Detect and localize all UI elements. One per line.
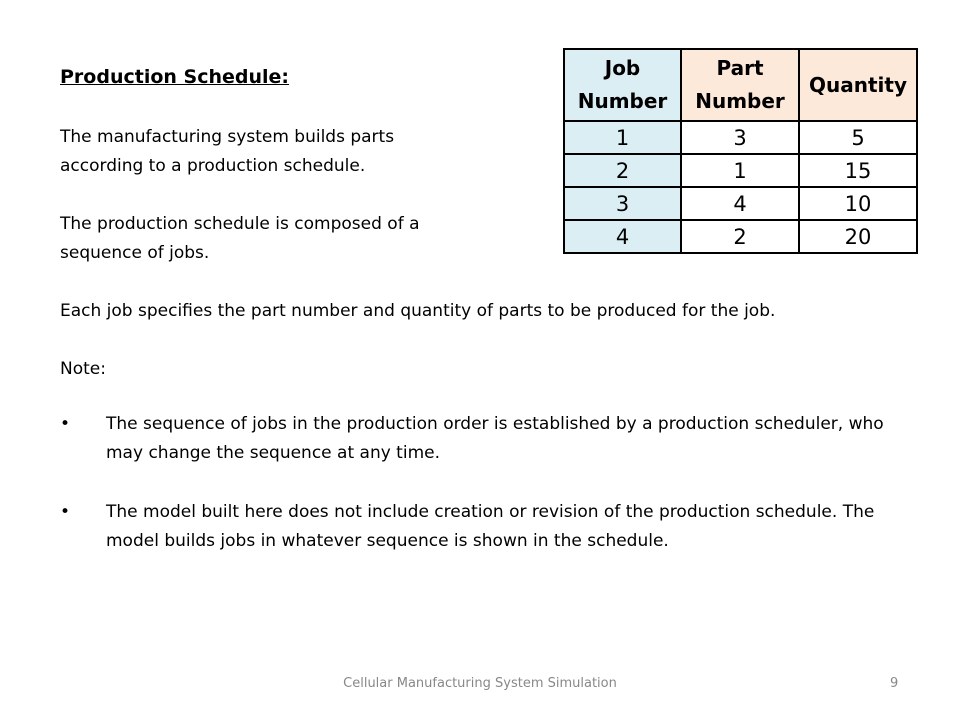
- cell-quantity: 10: [799, 187, 917, 220]
- footer-title: Cellular Manufacturing System Simulation: [343, 676, 617, 691]
- cell-part-number: 2: [681, 220, 799, 253]
- cell-part-number: 1: [681, 154, 799, 187]
- table-row: [564, 154, 917, 187]
- cell-part-number: 4: [681, 187, 799, 220]
- cell-job-number: 3: [564, 187, 681, 220]
- cell-job-number: 1: [564, 121, 681, 154]
- cell-quantity: 5: [799, 121, 917, 154]
- header-part-number: Part Number: [681, 49, 799, 121]
- jobs-paragraph: Each job specifies the part number and quantity of parts to be produced for the job.: [60, 301, 776, 321]
- bullet-text: The sequence of jobs in the production order is established by a production scheduler, who may change the sequence at any time.: [106, 414, 884, 463]
- cell-job-number: 2: [564, 154, 681, 187]
- bullet-icon: •: [60, 414, 71, 434]
- table-header-row: [564, 49, 917, 121]
- table-row: [564, 220, 917, 253]
- intro-paragraph-2: The production schedule is composed of a sequence of jobs.: [60, 214, 420, 263]
- slide-title: Production Schedule:: [60, 66, 290, 88]
- production-schedule-table: [563, 48, 918, 254]
- cell-quantity: 15: [799, 154, 917, 187]
- note-label: Note:: [60, 359, 106, 379]
- header-quantity: Quantity: [799, 49, 917, 121]
- cell-part-number: 3: [681, 121, 799, 154]
- cell-job-number: 4: [564, 220, 681, 253]
- table-row: [564, 121, 917, 154]
- intro-paragraph-1: The manufacturing system builds parts according to a production schedule.: [60, 127, 395, 176]
- bullet-text: The model built here does not include creation or revision of the production schedule. The model builds jobs in whatever sequence is shown in the schedule.: [106, 502, 875, 551]
- cell-quantity: 20: [799, 220, 917, 253]
- header-job-number: Job Number: [564, 49, 681, 121]
- bullet-icon: •: [60, 502, 71, 522]
- table-row: [564, 187, 917, 220]
- page-number: 9: [890, 676, 899, 691]
